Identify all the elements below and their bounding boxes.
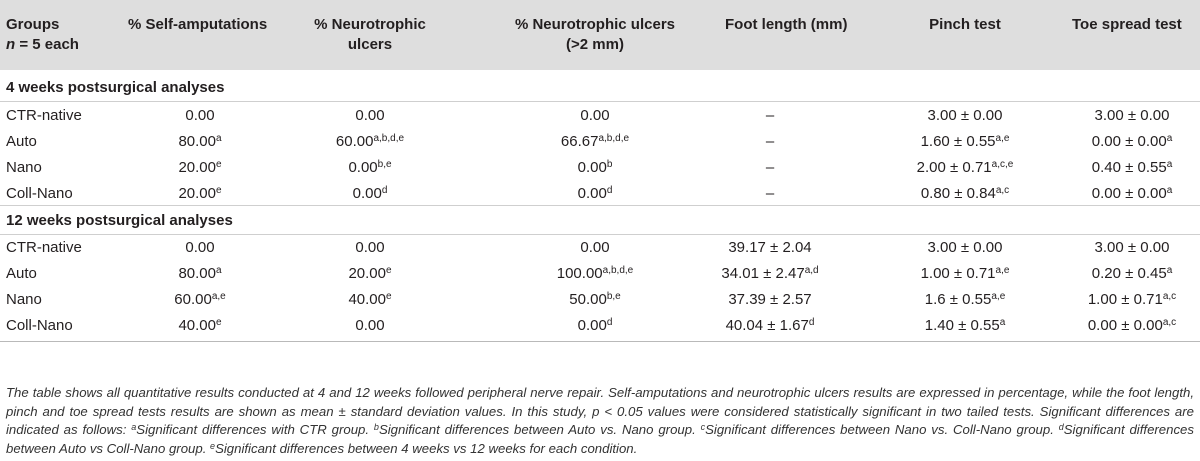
cell-neurotrophic-ulcers-2mm: [505, 238, 685, 258]
header-groups-line1: Groups: [6, 16, 60, 33]
significance-superscript: a,b,d,e: [602, 265, 634, 276]
cell-group-value: Nano: [6, 291, 42, 308]
cell-neurotrophic-ulcers-value: 60.00: [335, 133, 374, 150]
cell-self-amputations-value: 0.00: [185, 107, 215, 124]
table-row: [0, 184, 1200, 210]
divider: [0, 234, 1200, 235]
significance-superscript: a,e: [995, 265, 1010, 276]
footnote-p-var: p: [592, 403, 600, 419]
cell-neurotrophic-ulcers-2mm-value: 50.00: [569, 291, 607, 308]
cell-group: [6, 158, 116, 178]
cell-toe-spread-test: [1068, 106, 1196, 126]
footnote-mark-a: a: [131, 422, 137, 432]
header-self-amputations: % Self-amputations: [128, 16, 268, 33]
footnote-note-b: Significant differences between Auto vs. Nano group.: [378, 422, 701, 437]
cell-pinch-test: [900, 132, 1030, 152]
cell-self-amputations-value: 80.00: [178, 265, 216, 282]
cell-toe-spread-test-value: 1.00 ± 0.71: [1087, 291, 1163, 308]
significance-superscript: a,b,d,e: [598, 133, 630, 144]
cell-self-amputations: [120, 158, 280, 178]
cell-group: [6, 316, 116, 336]
significance-superscript: a: [215, 133, 222, 144]
significance-superscript: a: [1166, 159, 1173, 170]
significance-superscript: a,e: [211, 291, 226, 302]
cell-neurotrophic-ulcers-value: 0.00: [355, 107, 385, 124]
cell-self-amputations: [120, 132, 280, 152]
significance-superscript: e: [215, 159, 222, 170]
cell-neurotrophic-ulcers-2mm-value: 0.00: [577, 159, 607, 176]
cell-neurotrophic-ulcers-value: 0.00: [352, 185, 382, 202]
divider: [0, 101, 1200, 102]
cell-neurotrophic-ulcers-2mm-value: 0.00: [577, 317, 607, 334]
cell-self-amputations: [120, 290, 280, 310]
table-bottom-rule: [0, 341, 1200, 342]
significance-superscript: b: [606, 159, 613, 170]
section-12-weeks: 12 weeks postsurgical analyses: [6, 212, 233, 229]
cell-pinch-test-value: 0.80 ± 0.84: [920, 185, 996, 202]
header-toe-spread-test: Toe spread test: [1072, 16, 1182, 33]
cell-neurotrophic-ulcers: [300, 132, 440, 152]
significance-superscript: a: [999, 317, 1006, 328]
cell-pinch-test: [900, 158, 1030, 178]
cell-pinch-test: [900, 106, 1030, 126]
cell-pinch-test-value: 2.00 ± 0.71: [916, 159, 992, 176]
significance-superscript: e: [385, 291, 392, 302]
cell-neurotrophic-ulcers: [300, 106, 440, 126]
cell-toe-spread-test-value: 0.40 ± 0.55: [1091, 159, 1167, 176]
cell-toe-spread-test: [1068, 184, 1196, 204]
cell-self-amputations-value: 40.00: [178, 317, 216, 334]
cell-self-amputations: [120, 184, 280, 204]
significance-superscript: a,c: [995, 185, 1010, 196]
cell-neurotrophic-ulcers: [300, 238, 440, 258]
cell-toe-spread-test-value: 0.00 ± 0.00: [1091, 133, 1167, 150]
cell-foot-length-value: 40.04 ± 1.67: [725, 317, 809, 334]
cell-neurotrophic-ulcers-2mm: [505, 264, 685, 284]
cell-neurotrophic-ulcers-2mm: [505, 184, 685, 204]
cell-group: [6, 264, 116, 284]
cell-foot-length: [705, 132, 835, 152]
cell-neurotrophic-ulcers: [300, 184, 440, 204]
cell-pinch-test: [900, 290, 1030, 310]
table-row: [0, 158, 1200, 184]
cell-neurotrophic-ulcers-value: 0.00: [355, 317, 385, 334]
footnote-note-d: Significant differences between Auto vs Coll-Nano group.: [6, 422, 1194, 456]
cell-neurotrophic-ulcers: [300, 264, 440, 284]
cell-pinch-test-value: 1.60 ± 0.55: [920, 133, 996, 150]
significance-superscript: a: [215, 265, 222, 276]
header-neuro2-line2: (>2 mm): [566, 36, 624, 53]
cell-foot-length-value: 39.17 ± 2.04: [728, 239, 812, 256]
cell-toe-spread-test: [1068, 158, 1196, 178]
significance-superscript: b,e: [377, 159, 392, 170]
header-n-eq: = 5 each: [15, 36, 79, 53]
cell-toe-spread-test: [1068, 264, 1196, 284]
cell-foot-length-value: 37.39 ± 2.57: [728, 291, 812, 308]
footnote-note-a: Significant differences with CTR group.: [136, 422, 374, 437]
cell-self-amputations-value: 80.00: [178, 133, 216, 150]
cell-foot-length: [705, 106, 835, 126]
cell-neurotrophic-ulcers-value: 20.00: [348, 265, 386, 282]
cell-group-value: CTR-native: [6, 107, 82, 124]
cell-foot-length-value: –: [765, 159, 775, 176]
cell-toe-spread-test-value: 3.00 ± 0.00: [1094, 107, 1170, 124]
significance-superscript: d: [808, 317, 815, 328]
significance-superscript: a,b,d,e: [373, 133, 405, 144]
header-neurotrophic-ulcers: [310, 15, 430, 55]
cell-neurotrophic-ulcers-2mm: [505, 132, 685, 152]
section-4-weeks: 4 weeks postsurgical analyses: [6, 79, 225, 96]
cell-foot-length: [705, 264, 835, 284]
footnote-mark-d: d: [1058, 422, 1064, 432]
significance-superscript: a,d: [804, 265, 819, 276]
cell-foot-length-value: –: [765, 185, 775, 202]
significance-superscript: d: [381, 185, 388, 196]
footnote-note-c: Significant differences between Nano vs. Coll-Nano group.: [705, 422, 1059, 437]
significance-superscript: a: [1166, 133, 1173, 144]
cell-self-amputations: [120, 264, 280, 284]
significance-superscript: a,c: [1162, 291, 1177, 302]
cell-toe-spread-test-value: 0.00 ± 0.00: [1087, 317, 1163, 334]
cell-neurotrophic-ulcers-2mm-value: 66.67: [560, 133, 599, 150]
cell-group: [6, 106, 116, 126]
cell-foot-length: [705, 316, 835, 336]
cell-neurotrophic-ulcers-2mm: [505, 316, 685, 336]
significance-superscript: a: [1166, 265, 1173, 276]
significance-superscript: d: [606, 185, 613, 196]
footnote-part: < 0.05 values were considered statistically significant in two tailed tests. Significant differences are indicated as follows:: [6, 403, 1194, 437]
table-header: [0, 0, 1200, 70]
table-footnote: [6, 384, 1194, 458]
cell-self-amputations: [120, 238, 280, 258]
cell-pinch-test-value: 1.00 ± 0.71: [920, 265, 996, 282]
cell-group-value: Auto: [6, 265, 37, 282]
significance-superscript: e: [215, 185, 222, 196]
cell-neurotrophic-ulcers: [300, 158, 440, 178]
cell-self-amputations-value: 20.00: [178, 185, 216, 202]
cell-toe-spread-test-value: 0.00 ± 0.00: [1091, 185, 1167, 202]
cell-neurotrophic-ulcers-2mm-value: 0.00: [577, 185, 607, 202]
significance-superscript: a,c: [1162, 317, 1177, 328]
cell-self-amputations-value: 60.00: [174, 291, 212, 308]
cell-self-amputations: [120, 106, 280, 126]
cell-pinch-test: [900, 264, 1030, 284]
cell-toe-spread-test: [1068, 132, 1196, 152]
significance-superscript: e: [215, 317, 222, 328]
cell-group: [6, 132, 116, 152]
significance-superscript: a,c,e: [991, 159, 1014, 170]
cell-group-value: CTR-native: [6, 239, 82, 256]
cell-neurotrophic-ulcers-2mm-value: 100.00: [556, 265, 603, 282]
cell-group-value: Coll-Nano: [6, 317, 73, 334]
cell-group: [6, 184, 116, 204]
cell-self-amputations-value: 0.00: [185, 239, 215, 256]
footnote-part: The table shows all quantitative results conducted at 4 and 12 weeks followed peripheral nerve repair. Self-amputations and neurotrophic ulcers results are expressed in percentage, while the foot length, pinch and toe spread tests results are shown as mean ± standard deviation values. In this study,: [6, 385, 1194, 419]
cell-pinch-test-value: 1.6 ± 0.55: [924, 291, 992, 308]
cell-foot-length: [705, 184, 835, 204]
table-row: [0, 316, 1200, 342]
cell-neurotrophic-ulcers-2mm: [505, 106, 685, 126]
table-row: [0, 290, 1200, 316]
header-n-var: n: [6, 36, 16, 53]
cell-neurotrophic-ulcers-value: 0.00: [348, 159, 378, 176]
cell-foot-length: [705, 238, 835, 258]
cell-neurotrophic-ulcers-2mm: [505, 290, 685, 310]
cell-neurotrophic-ulcers: [300, 316, 440, 336]
cell-pinch-test: [900, 184, 1030, 204]
cell-group-value: Auto: [6, 133, 37, 150]
header-foot-length: Foot length (mm): [725, 16, 848, 33]
header-neuro-line2: ulcers: [347, 36, 393, 53]
header-neuro2-line1: % Neurotrophic ulcers: [514, 16, 676, 33]
footnote-mark-c: c: [700, 422, 706, 432]
cell-self-amputations-value: 20.00: [178, 159, 216, 176]
cell-foot-length-value: –: [765, 133, 775, 150]
cell-neurotrophic-ulcers-2mm: [505, 158, 685, 178]
cell-toe-spread-test: [1068, 316, 1196, 336]
cell-foot-length-value: –: [765, 107, 775, 124]
table-row: [0, 106, 1200, 132]
significance-superscript: a: [1166, 185, 1173, 196]
cell-neurotrophic-ulcers-value: 0.00: [355, 239, 385, 256]
significance-superscript: a,e: [995, 133, 1010, 144]
cell-group: [6, 238, 116, 258]
cell-pinch-test: [900, 316, 1030, 336]
cell-pinch-test-value: 3.00 ± 0.00: [927, 239, 1003, 256]
cell-toe-spread-test: [1068, 238, 1196, 258]
significance-superscript: b,e: [606, 291, 621, 302]
table-row: [0, 132, 1200, 158]
significance-superscript: a,e: [991, 291, 1006, 302]
footnote-note-e: Significant differences between 4 weeks vs 12 weeks for each condition.: [215, 440, 638, 456]
cell-pinch-test: [900, 238, 1030, 258]
header-neuro-line1: % Neurotrophic: [314, 16, 426, 33]
header-groups-line2: [6, 35, 79, 55]
significance-superscript: d: [606, 317, 613, 328]
cell-self-amputations: [120, 316, 280, 336]
cell-pinch-test-value: 1.40 ± 0.55: [924, 317, 1000, 334]
cell-group-value: Coll-Nano: [6, 185, 73, 202]
table-row: [0, 238, 1200, 264]
header-groups: [6, 15, 79, 55]
cell-pinch-test-value: 3.00 ± 0.00: [927, 107, 1003, 124]
cell-group-value: Nano: [6, 159, 42, 176]
cell-toe-spread-test-value: 0.20 ± 0.45: [1091, 265, 1167, 282]
cell-neurotrophic-ulcers-2mm-value: 0.00: [580, 239, 610, 256]
cell-neurotrophic-ulcers: [300, 290, 440, 310]
cell-toe-spread-test: [1068, 290, 1196, 310]
significance-superscript: e: [385, 265, 392, 276]
footnote-mark-b: b: [373, 422, 379, 432]
cell-toe-spread-test-value: 3.00 ± 0.00: [1094, 239, 1170, 256]
cell-foot-length-value: 34.01 ± 2.47: [721, 265, 805, 282]
cell-neurotrophic-ulcers-2mm-value: 0.00: [580, 107, 610, 124]
header-neurotrophic-ulcers-2mm: [495, 15, 695, 55]
table-row: [0, 264, 1200, 290]
cell-group: [6, 290, 116, 310]
cell-foot-length: [705, 290, 835, 310]
footnote-mark-e: e: [210, 440, 216, 451]
cell-neurotrophic-ulcers-value: 40.00: [348, 291, 386, 308]
cell-foot-length: [705, 158, 835, 178]
header-pinch-test: Pinch test: [929, 16, 1001, 33]
divider: [0, 205, 1200, 206]
